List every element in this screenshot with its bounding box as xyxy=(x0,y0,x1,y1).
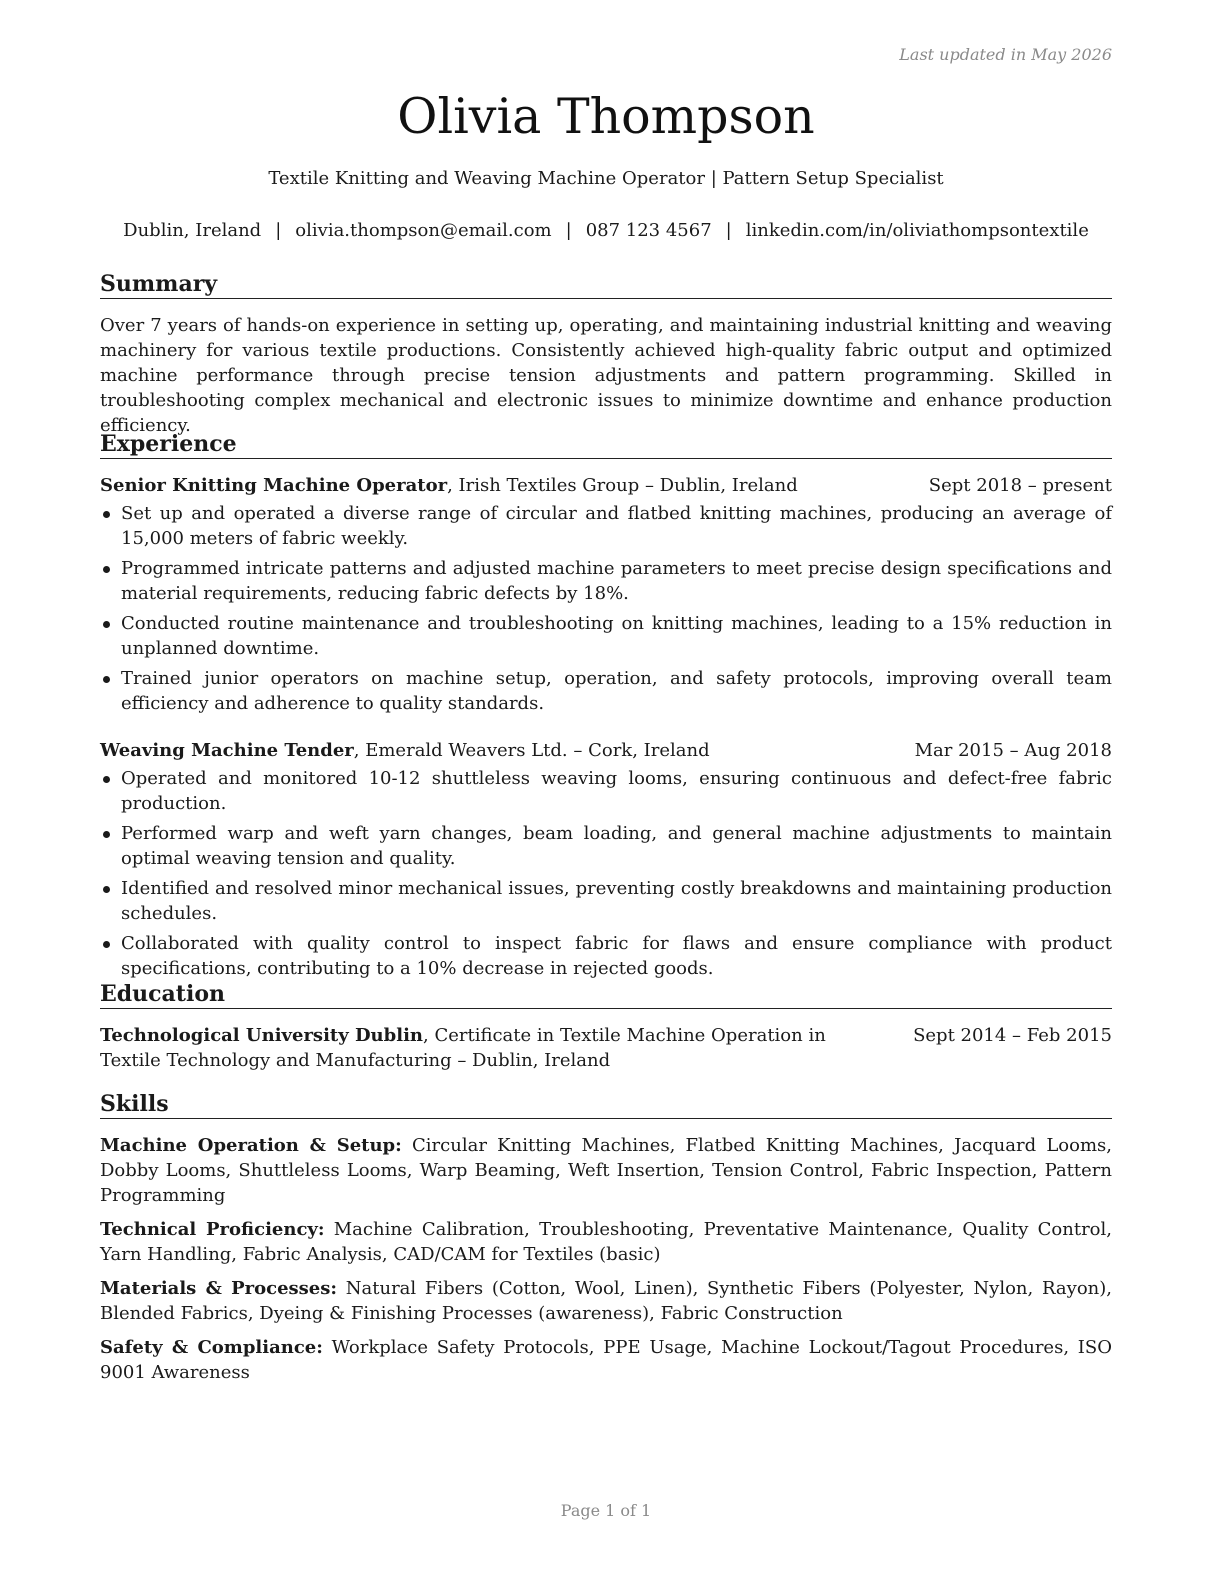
job-role-line xyxy=(100,473,798,498)
skill-group-items: Circular Knitting Machines, Flatbed Knitting Machines, Jacquard Looms, Dobby Looms, Shuttleless Looms, Warp Beaming, Weft Insertion, Tension Control, Fabric Inspection, Pattern Programming xyxy=(100,1135,1112,1206)
skill-group-label: Safety & Compliance: xyxy=(100,1337,323,1358)
skill-group-label: Materials & Processes: xyxy=(100,1278,338,1299)
job-bullet: Identified and resolved minor mechanical issues, preventing costly breakdowns and maintaining production schedules. xyxy=(100,876,1112,926)
education-entry xyxy=(100,1023,1112,1073)
section-title-summary: Summary xyxy=(100,270,1112,299)
section-title-education: Education xyxy=(100,980,1112,1009)
contact-line xyxy=(100,219,1112,243)
skills-section xyxy=(100,1090,1112,1385)
education-school: Technological University Dublin xyxy=(100,1025,423,1046)
job-bullet: Programmed intricate patterns and adjusted machine parameters to meet precise design specifications and material requirements, reducing fabric defects by 18%. xyxy=(100,556,1112,606)
job-bullets xyxy=(100,501,1112,716)
resume-page xyxy=(100,0,1112,1584)
summary-text: Over 7 years of hands-on experience in setting up, operating, and maintaining industrial knitting and weaving machinery for various textile productions. Consistently achieved high-quality fabric output and optimized machine performance through precise tension adjustments and pattern programming. Skilled in troubleshooting complex mechanical and electronic issues to minimize downtime and enhance production efficiency. xyxy=(100,315,1112,436)
experience-section xyxy=(100,430,1112,986)
skill-group-items: Natural Fibers (Cotton, Wool, Linen), Synthetic Fibers (Polyester, Nylon, Rayon), Blended Fabrics, Dyeing & Finishing Processes (awareness), Fabric Construction xyxy=(100,1278,1113,1324)
education-detail: , Certificate in Textile Machine Operation in Textile Technology and Manufacturing – Dublin, Ireland xyxy=(100,1025,826,1071)
job-header xyxy=(100,473,1112,498)
education-dates: Sept 2014 – Feb 2015 xyxy=(913,1025,1112,1046)
job-org: , Irish Textiles Group – Dublin, Ireland xyxy=(447,475,798,496)
education-main xyxy=(100,1023,890,1073)
job-header xyxy=(100,738,1112,763)
job-entry xyxy=(100,473,1112,716)
skill-group-items: Machine Calibration, Troubleshooting, Preventative Maintenance, Quality Control, Yarn Handling, Fabric Analysis, CAD/CAM for Textiles (basic) xyxy=(100,1219,1113,1265)
section-title-experience: Experience xyxy=(100,430,1112,459)
job-bullets xyxy=(100,766,1112,981)
job-bullet: Performed warp and weft yarn changes, beam loading, and general machine adjustments to maintain optimal weaving tension and quality. xyxy=(100,821,1112,871)
contact-separator: | xyxy=(275,220,282,241)
last-updated-note: Last updated in May 2026 xyxy=(899,45,1112,64)
contact-phone[interactable]: 087 123 4567 xyxy=(585,220,712,241)
skill-group-label: Machine Operation & Setup: xyxy=(100,1135,402,1156)
summary-section xyxy=(100,270,1112,438)
skill-group xyxy=(100,1276,1112,1326)
job-role: Senior Knitting Machine Operator xyxy=(100,475,448,496)
candidate-name: Olivia Thompson xyxy=(397,88,815,145)
job-bullet: Conducted routine maintenance and troubleshooting on knitting machines, leading to a 15% reduction in unplanned downtime. xyxy=(100,611,1112,661)
contact-email[interactable]: olivia.thompson@email.com xyxy=(295,220,552,241)
job-entry xyxy=(100,738,1112,981)
job-dates: Mar 2015 – Aug 2018 xyxy=(914,740,1112,761)
contact-linkedin[interactable]: linkedin.com/in/oliviathompsontextile xyxy=(745,220,1089,241)
skill-group-label: Technical Proficiency: xyxy=(100,1219,325,1240)
skill-group xyxy=(100,1133,1112,1208)
headline: Textile Knitting and Weaving Machine Operator | Pattern Setup Specialist xyxy=(268,168,944,189)
job-dates: Sept 2018 – present xyxy=(928,475,1112,496)
contact-separator: | xyxy=(725,220,732,241)
education-section xyxy=(100,980,1112,1073)
job-bullet: Collaborated with quality control to inspect fabric for flaws and ensure compliance with product specifications, contributing to a 10% decrease in rejected goods. xyxy=(100,931,1112,981)
skill-group-items: Workplace Safety Protocols, PPE Usage, Machine Lockout/Tagout Procedures, ISO 9001 Awareness xyxy=(100,1337,1112,1383)
job-role: Weaving Machine Tender xyxy=(100,740,354,761)
contact-separator: | xyxy=(565,220,572,241)
job-role-line xyxy=(100,738,710,763)
job-bullet: Operated and monitored 10-12 shuttleless weaving looms, ensuring continuous and defect-free fabric production. xyxy=(100,766,1112,816)
section-title-skills: Skills xyxy=(100,1090,1112,1119)
job-bullet: Trained junior operators on machine setup, operation, and safety protocols, improving overall team efficiency and adherence to quality standards. xyxy=(100,666,1112,716)
skill-group xyxy=(100,1335,1112,1385)
job-bullet: Set up and operated a diverse range of circular and flatbed knitting machines, producing an average of 15,000 meters of fabric weekly. xyxy=(100,501,1112,551)
skill-group xyxy=(100,1217,1112,1267)
contact-location: Dublin, Ireland xyxy=(123,220,262,241)
job-org: , Emerald Weavers Ltd. – Cork, Ireland xyxy=(353,740,710,761)
page-number: Page 1 of 1 xyxy=(560,1501,652,1520)
